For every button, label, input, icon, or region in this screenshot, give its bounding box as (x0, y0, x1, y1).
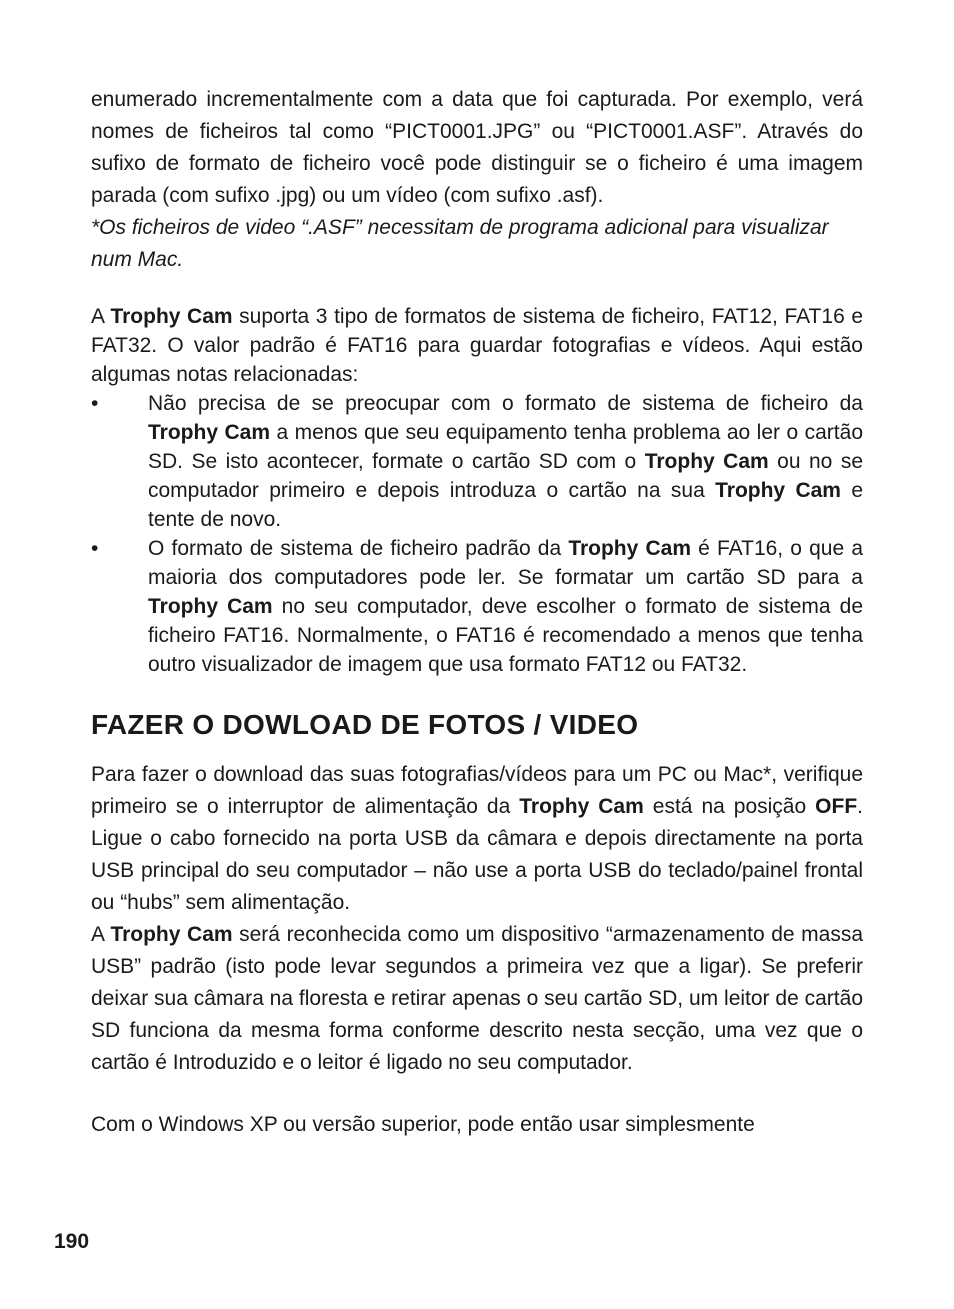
intro-paragraph: enumerado incrementalmente com a data que foi capturada. Por exemplo, verá nomes de ficheiros tal como “PICT0001.JPG” ou “PICT0001.ASF”. Através do sufixo de formato de ficheiro você pode distinguir se o ficheiro é uma imagem parada (com sufixo .jpg) ou um vídeo (com sufixo .asf). (91, 88, 863, 207)
mac-note: *Os ficheiros de video “.ASF” necessitam de programa adicional para visualizar num Mac. (91, 216, 829, 271)
off-label: OFF (815, 795, 858, 818)
brand-name: Trophy Cam (644, 450, 769, 473)
bullet-icon: • (91, 392, 99, 415)
spacer (91, 1079, 863, 1109)
list-item: • O formato de sistema de ficheiro padrão da Trophy Cam é FAT16, o que a maioria dos computadores pode ler. Se formatar um cartão SD para a Trophy Cam no seu computador, deve escolher o formato de sistema de ficheiro FAT16. Normalmente, o FAT16 é recomendado a menos que tenha outro visualizador de imagem que usa formato FAT12 ou FAT32. (91, 534, 863, 679)
brand-name: Trophy Cam (715, 479, 841, 502)
spacer (91, 276, 863, 302)
brand-name: Trophy Cam (110, 305, 233, 328)
list-item: • Não precisa de se preocupar com o formato de sistema de ficheiro da Trophy Cam a menos que seu equipamento tenha problema ao ler o cartão SD. Se isto acontecer, formate o cartão SD com o Trophy Cam ou no se computador primeiro e depois introduza o cartão na sua Trophy Cam e tente de novo. (91, 389, 863, 534)
page-content (91, 84, 863, 1141)
brand-name: Trophy Cam (568, 537, 691, 560)
brand-name: Trophy Cam (148, 595, 273, 618)
windows-paragraph: Com o Windows XP ou versão superior, pode então usar simplesmente (91, 1113, 755, 1136)
download-paragraph: Para fazer o download das suas fotografias/vídeos para um PC ou Mac*, verifique primeiro se o interruptor de alimentação da Trophy Cam está na posição OFF. Ligue o cabo fornecido na porta USB da câmara e depois directamente na porta USB principal do seu computador – não use a porta USB do teclado/painel frontal ou “hubs” sem alimentação. (91, 763, 863, 914)
brand-name: Trophy Cam (148, 421, 270, 444)
notes-list (91, 389, 863, 679)
bullet-icon: • (91, 537, 99, 560)
mass-storage-paragraph: A Trophy Cam será reconhecida como um dispositivo “armazenamento de massa USB” padrão (isto pode levar segundos a primeira vez que a ligar). Se preferir deixar sua câmara na floresta e retirar apenas o seu cartão SD, um leitor de cartão SD funciona da mesma forma conforme descrito nesta secção, uma vez que o cartão é Introduzido e o leitor é ligado no seu computador. (91, 923, 863, 1074)
page-number: 190 (54, 1230, 90, 1253)
section-heading: FAZER O DOWLOAD DE FOTOS / VIDEO (91, 709, 639, 740)
filesystem-paragraph: A Trophy Cam suporta 3 tipo de formatos de sistema de ficheiro, FAT12, FAT16 e FAT32. O valor padrão é FAT16 para guardar fotografias e vídeos. Aqui estão algumas notas relacionadas: (91, 305, 864, 386)
brand-name: Trophy Cam (519, 795, 644, 818)
brand-name: Trophy Cam (110, 923, 233, 946)
